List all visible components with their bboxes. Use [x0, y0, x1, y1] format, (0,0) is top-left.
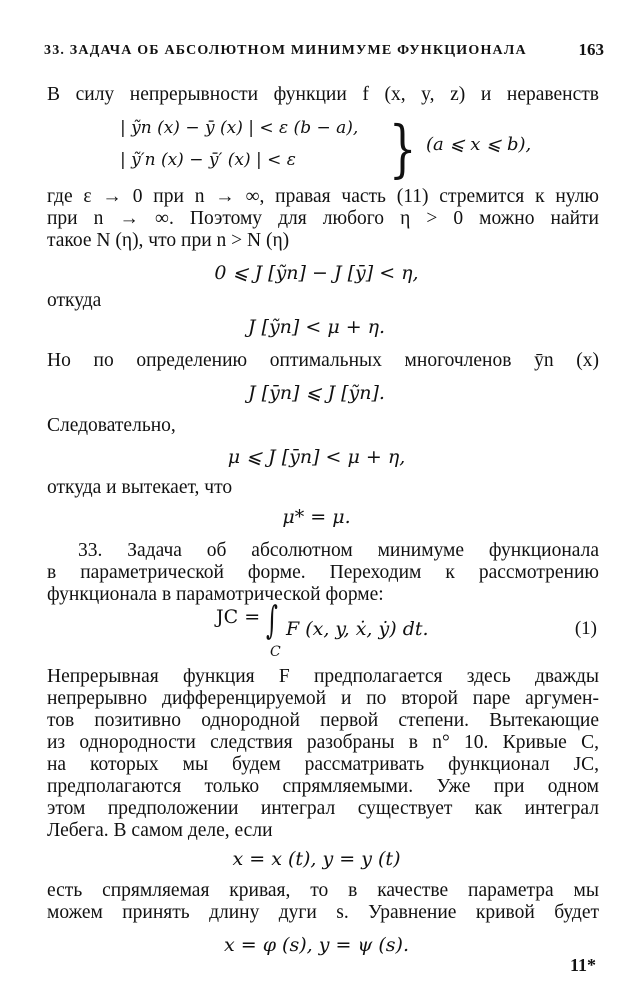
paragraph-line: где ε → 0 при n → ∞, правая часть (11) стремится к нулю	[47, 186, 599, 207]
paragraph-line: откуда и вытекает, что	[47, 477, 233, 498]
interval-condition: (a ⩽ x ⩽ b),	[426, 134, 532, 155]
integral-subscript: C	[270, 644, 281, 660]
equation: μ ⩽ J [ȳn] < μ + η,	[227, 446, 406, 468]
paragraph-line: Следовательно,	[47, 415, 176, 436]
equation: x = φ (s), y = ψ (s).	[224, 934, 409, 956]
equation: J [ỹn] < μ + η.	[247, 316, 386, 338]
paragraph-line: откуда	[47, 290, 102, 311]
section-heading-line: 33. Задача об абсолютном минимуме функционала	[78, 540, 599, 561]
paragraph-line: можем принять длину дуги s. Уравнение кривой будет	[47, 902, 599, 923]
equation-number: (1)	[574, 618, 597, 639]
inequality-1: | ỹn (x) − ȳ (x) | < ε (b − a),	[120, 118, 359, 138]
paragraph-line: есть спрямляемая кривая, то в качестве параметра мы	[47, 880, 599, 901]
equation: x = x (t), y = y (t)	[232, 848, 401, 870]
running-title: 33. ЗАДАЧА ОБ АБСОЛЮТНОМ МИНИМУМЕ ФУНКЦИОНАЛА	[44, 43, 527, 58]
paragraph-line: Лебега. В самом деле, если	[47, 820, 273, 841]
paragraph-line: предполагаются только спрямляемыми. Уже при одном	[47, 776, 599, 797]
paragraph-line: непрерывно дифференцируемой и по второй паре аргумен-	[47, 688, 599, 709]
paragraph-line: такое N (η), что при n > N (η)	[47, 230, 290, 251]
paragraph-line: при n → ∞. Поэтому для любого η > 0 можно найти	[47, 208, 599, 229]
paragraph-line: этом предположении интеграл существует как интеграл	[47, 798, 599, 819]
paragraph-line: из однородности следствия разобраны в n° 10. Кривые C,	[47, 732, 599, 753]
equation: J [ȳn] ⩽ J [ỹn].	[248, 382, 385, 404]
right-brace: }	[388, 112, 417, 185]
equation: 0 ⩽ J [ỹn] − J [ȳ] < η,	[214, 262, 419, 284]
section-heading-line: в параметрической форме. Переходим к рассмотрению	[47, 562, 599, 583]
paragraph-line: тов позитивно однородной первой степени. Вытекающие	[47, 710, 599, 731]
paragraph-line: функционала в парамотрической форме:	[47, 584, 384, 605]
paragraph-line: В силу непрерывности функции f (x, y, z) и неравенств	[47, 84, 599, 105]
paragraph-line: Непрерывная функция F предполагается здесь дважды	[47, 666, 599, 687]
paragraph-line: на которых мы будем рассматривать функционал JC,	[47, 754, 599, 775]
signature-mark: 11*	[569, 955, 596, 975]
running-header	[44, 40, 604, 69]
paragraph-line: Но по определению оптимальных многочленов ȳn (x)	[47, 350, 599, 371]
equation: μ* = μ.	[282, 506, 351, 528]
functional-integrand: F (x, y, ẋ, ẏ) dt.	[286, 618, 429, 640]
functional-lhs: JC =	[216, 606, 261, 628]
integral-sign: ∫	[265, 598, 278, 642]
inequality-2: | ỹ′n (x) − ȳ′ (x) | < ε	[120, 150, 296, 170]
page-number: 163	[578, 40, 604, 59]
